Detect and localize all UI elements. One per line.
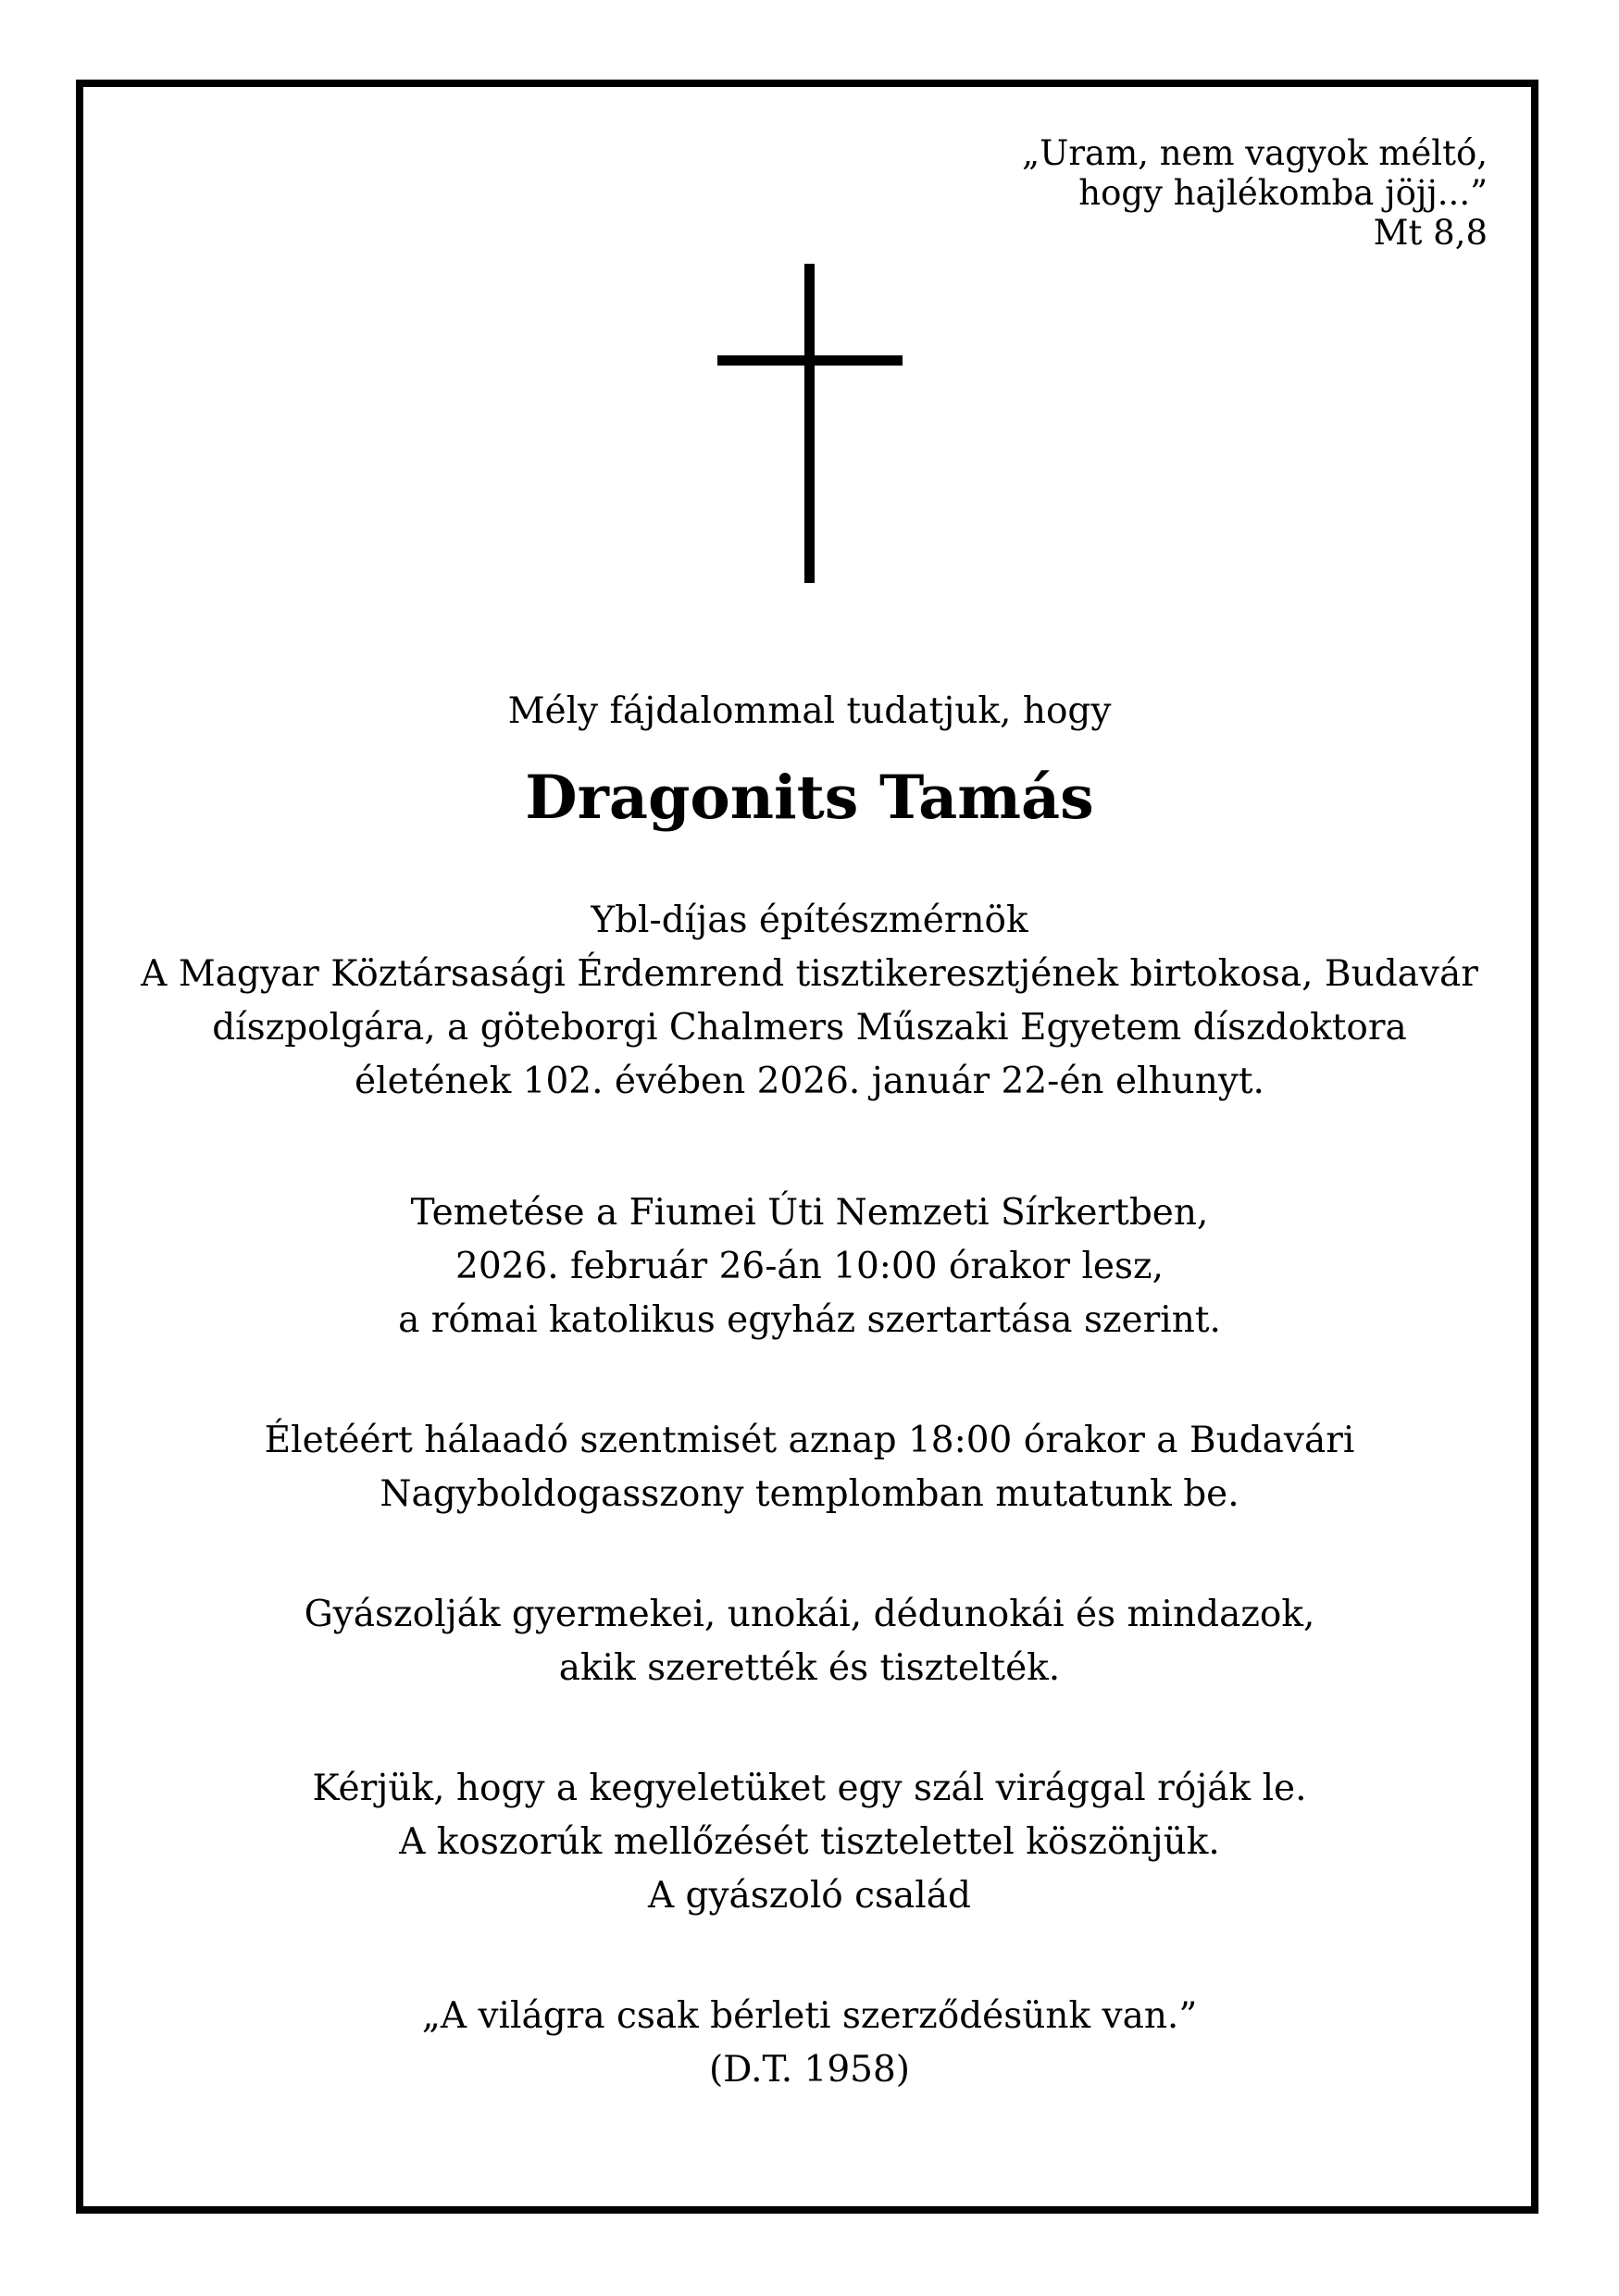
titles-line: életének 102. évében 2026. január 22-én elhunyt. <box>355 1061 1264 1102</box>
mass-line: Nagyboldogasszony templomban mutatunk be. <box>380 1473 1239 1515</box>
quote-line: „A világra csak bérleti szerződésünk van.” <box>421 1995 1198 2037</box>
mass-line: Életéért hálaadó szentmisét aznap 18:00 órakor a Budavári <box>264 1420 1355 1461</box>
titles-line: Ybl-díjas építészmérnök <box>591 900 1028 941</box>
epigraph-line: „Uram, nem vagyok méltó, <box>1021 133 1488 173</box>
request-paragraph <box>0 1762 1619 1923</box>
request-line: Kérjük, hogy a kegyeletüket egy szál virággal róják le. <box>312 1768 1307 1809</box>
mourners-paragraph <box>0 1588 1619 1695</box>
deceased-name-text: Dragonits Tamás <box>525 763 1094 833</box>
request-line: A koszorúk mellőzését tisztelettel köszönjük. <box>399 1821 1220 1863</box>
closing-quote <box>0 1990 1619 2097</box>
funeral-line: Temetése a Fiumei Úti Nemzeti Sírkertben, <box>410 1192 1209 1234</box>
funeral-paragraph <box>0 1186 1619 1347</box>
mourners-line: akik szerették és tisztelték. <box>558 1647 1061 1689</box>
epigraph-reference: Mt 8,8 <box>1373 213 1488 253</box>
titles-line: A Magyar Köztársasági Érdemrend tisztikeresztjének birtokosa, Budavár <box>141 953 1478 995</box>
epigraph-line: hogy hajlékomba jöjj...” <box>1078 173 1488 213</box>
intro-line: Mély fájdalommal tudatjuk, hogy <box>507 690 1112 732</box>
titles-paragraph <box>0 894 1619 1109</box>
quote-attribution: (D.T. 1958) <box>708 2049 911 2091</box>
family-signature: A gyászoló család <box>647 1875 971 1917</box>
epigraph <box>1022 133 1488 253</box>
funeral-line: a római katolikus egyház szertartása szerint. <box>398 1299 1221 1341</box>
mourners-line: Gyászolják gyermekei, unokái, dédunokái és mindazok, <box>304 1594 1315 1635</box>
mass-paragraph <box>0 1414 1619 1521</box>
titles-line: díszpolgára, a göteborgi Chalmers Műszaki Egyetem díszdoktora <box>212 1007 1407 1049</box>
funeral-line: 2026. február 26-án 10:00 órakor lesz, <box>455 1246 1164 1287</box>
intro-text <box>0 685 1619 738</box>
deceased-name <box>0 761 1619 835</box>
